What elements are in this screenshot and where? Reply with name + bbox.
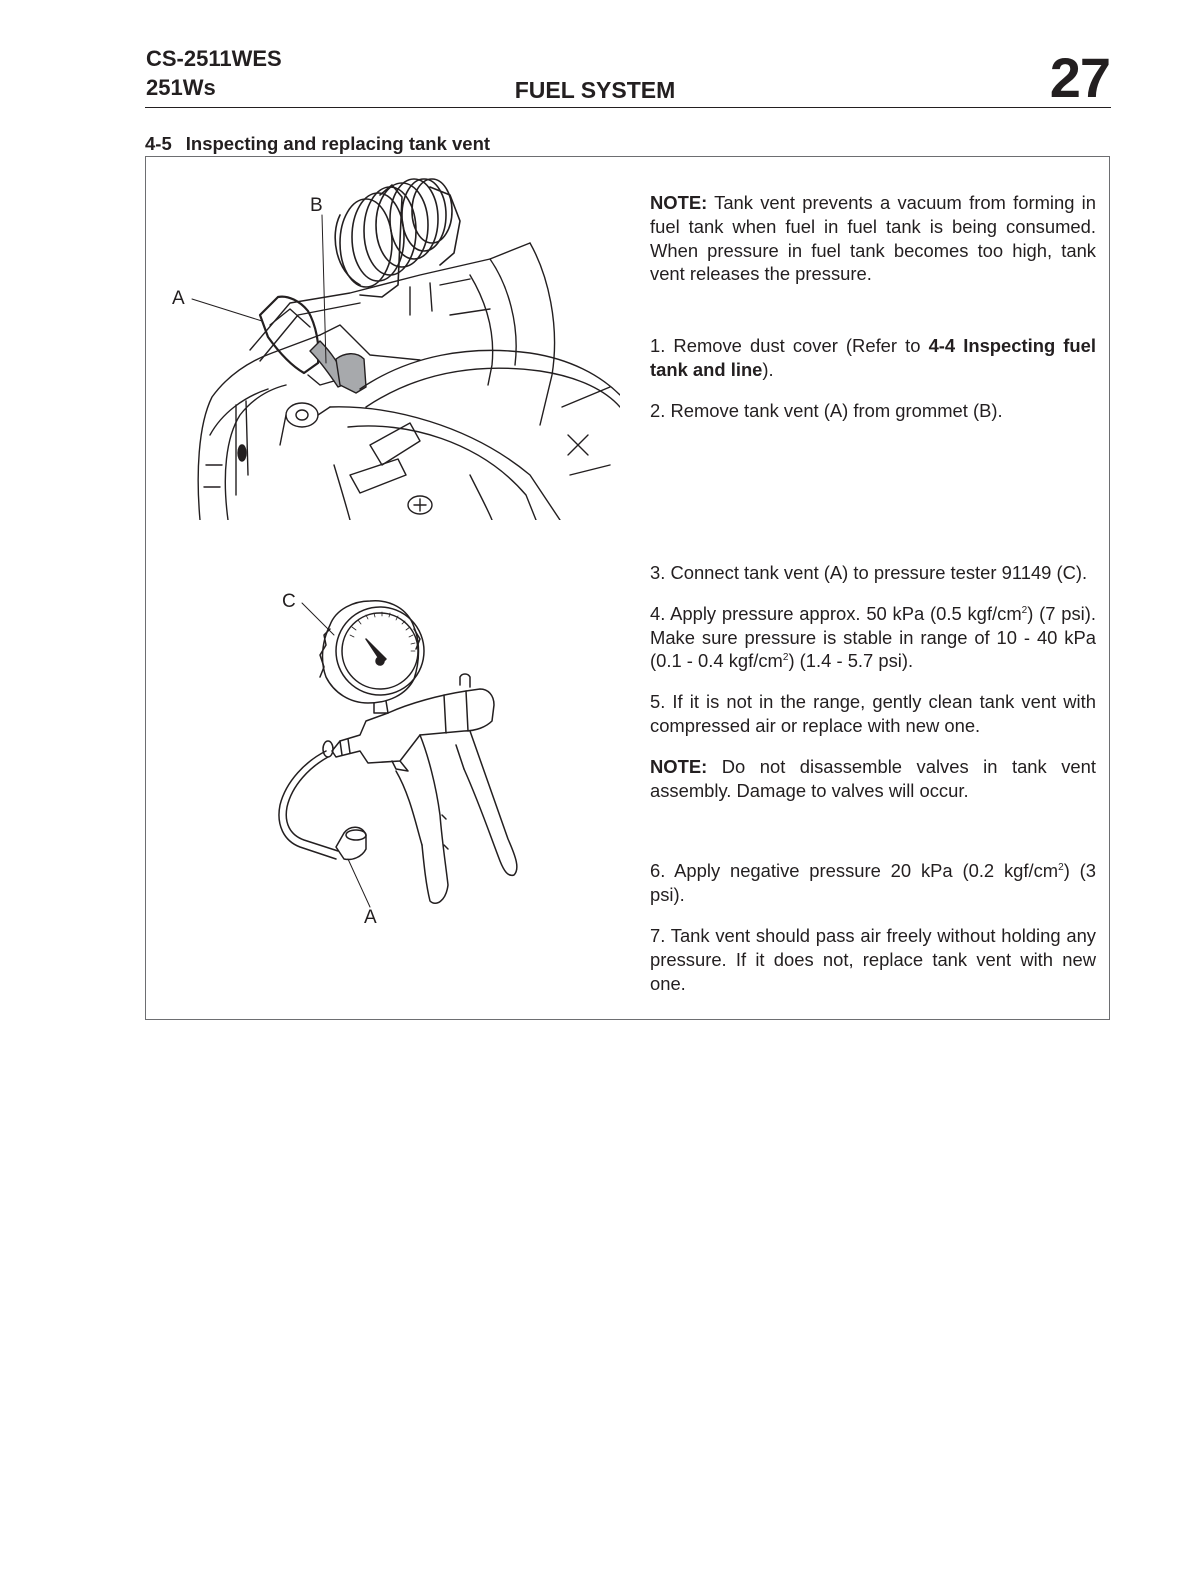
note-paragraph-2: [650, 755, 1096, 803]
model-number: CS-2511WES: [146, 46, 282, 71]
note-label: NOTE:: [650, 192, 708, 213]
step-7: 7. Tank vent should pass air freely without holding any pressure. If it does not, replace tank vent with new one.: [650, 924, 1096, 994]
callout-a: A: [172, 288, 185, 309]
figure-pressure-tester: [270, 585, 540, 930]
callout-b: B: [310, 195, 323, 216]
callout-c: C: [282, 591, 296, 612]
note-label: NOTE:: [650, 755, 708, 777]
step-1: [650, 334, 1096, 382]
note-text: Do not disassemble valves in tank vent assembly. Damage to valves will occur.: [650, 755, 1096, 801]
figure-tank-vent-location: [170, 175, 620, 520]
step-6: [650, 859, 1096, 907]
subsection-heading: [145, 133, 490, 155]
step-1-reference: 4-4 Inspecting fuel tank and line: [650, 335, 1096, 380]
callout-a: A: [364, 907, 377, 928]
step-4-text-c: ) (1.4 - 5.7 psi).: [788, 650, 914, 672]
instructions-part2: [650, 561, 1096, 995]
superscript: 2: [1058, 862, 1064, 874]
note-text: Tank vent prevents a vacuum from forming in fuel tank when fuel in fuel tank is being consumed. When pressure in fuel tank becomes too high, tank vent releases the pressure.: [650, 192, 1096, 285]
step-1-end: ).: [762, 358, 774, 380]
header-rule: [145, 107, 1111, 108]
subsection-title: Inspecting and replacing tank vent: [185, 133, 491, 154]
step-1-text: 1. Remove dust cover (Refer to: [650, 335, 929, 357]
note-paragraph: [650, 191, 1096, 286]
step-6-text-b: ) (3 psi).: [650, 860, 1096, 906]
step-2: 2. Remove tank vent (A) from grommet (B).: [650, 399, 1003, 421]
step-4-text-b: ) (7 psi). Make sure pressure is stable in range of 10 - 40 kPa (0.1 - 0.4 kgf/cm: [650, 602, 1096, 672]
section-title: FUEL SYSTEM: [514, 77, 676, 103]
instructions-part1: [650, 191, 1096, 423]
subsection-number: 4-5: [145, 133, 172, 154]
step-6-text-a: 6. Apply negative pressure 20 kPa (0.2 kgf/cm: [650, 860, 1059, 882]
step-5: 5. If it is not in the range, gently clean tank vent with compressed air or replace with new one.: [650, 691, 1096, 736]
step-3: 3. Connect tank vent (A) to pressure tester 91149 (C).: [650, 562, 1088, 583]
page-number: 27: [1049, 46, 1110, 109]
superscript: 2: [782, 652, 789, 664]
superscript: 2: [1021, 604, 1028, 616]
model-name: 251Ws: [146, 75, 216, 100]
step-4-text-a: 4. Apply pressure approx. 50 kPa (0.5 kgf/cm: [650, 602, 1022, 624]
step-4: [650, 602, 1096, 673]
